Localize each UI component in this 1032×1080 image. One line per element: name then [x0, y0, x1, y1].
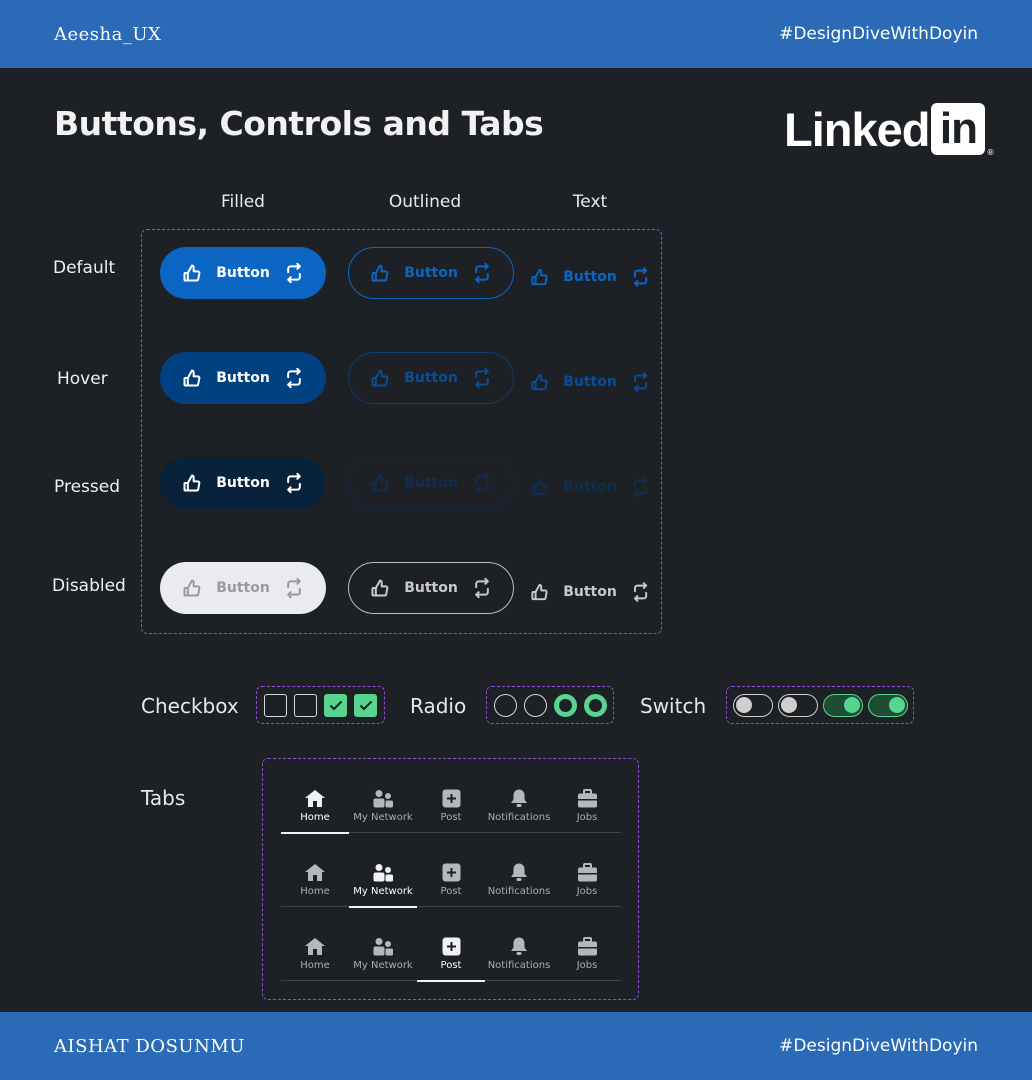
button-label: Button: [563, 269, 617, 285]
outlined-button-hover[interactable]: [348, 352, 514, 404]
repost-icon: [284, 472, 304, 494]
footer-bar: [0, 1012, 1032, 1080]
repost-icon: [284, 367, 304, 389]
button-label: Button: [563, 584, 617, 600]
tab-label: Notifications: [487, 812, 551, 823]
post-icon: [442, 863, 461, 882]
tab-post[interactable]: [417, 775, 485, 833]
tab-my-network[interactable]: [349, 923, 417, 981]
repost-icon: [631, 266, 650, 288]
tab-label: Jobs: [576, 812, 598, 823]
tab-label: Post: [440, 886, 462, 897]
tab-label: Post: [440, 960, 462, 971]
header-hashtag: #DesignDiveWithDoyin: [779, 24, 978, 44]
tab-home[interactable]: [281, 775, 349, 833]
text-button-disabled[interactable]: [530, 566, 650, 618]
repost-icon: [472, 367, 492, 389]
tab-label: Home: [300, 886, 330, 897]
tab-label: Jobs: [576, 960, 598, 971]
thumbs-up-icon: [370, 578, 390, 598]
linkedin-logo: [784, 101, 994, 155]
checkbox-checked[interactable]: [324, 694, 347, 717]
button-label: Button: [404, 580, 458, 596]
logo-in-box: in: [931, 103, 985, 155]
tab-post[interactable]: [417, 849, 485, 907]
radio-off-hover[interactable]: [524, 694, 547, 717]
repost-icon: [284, 577, 304, 599]
home-icon: [304, 789, 326, 808]
network-icon: [372, 937, 394, 956]
tab-label: Home: [300, 812, 330, 823]
radio-off[interactable]: [494, 694, 517, 717]
check-icon: [359, 700, 373, 711]
outlined-button-disabled[interactable]: [348, 562, 514, 614]
filled-button-default[interactable]: [160, 247, 326, 299]
text-button-pressed[interactable]: [530, 461, 650, 513]
switch-off[interactable]: [733, 694, 773, 717]
column-header-outlined: Outlined: [388, 192, 462, 212]
network-icon: [372, 863, 394, 882]
thumbs-up-icon: [530, 477, 549, 497]
home-icon: [304, 937, 326, 956]
radio-on[interactable]: [554, 694, 577, 717]
text-button-default[interactable]: [530, 251, 650, 303]
filled-button-pressed[interactable]: [160, 457, 326, 509]
page-title: Buttons, Controls and Tabs: [54, 104, 544, 143]
row-label-hover: Hover: [57, 369, 108, 389]
outlined-button-pressed[interactable]: [348, 457, 514, 509]
repost-icon: [472, 577, 492, 599]
repost-icon: [631, 476, 650, 498]
thumbs-up-icon: [182, 473, 202, 493]
button-label: Button: [216, 370, 270, 386]
tab-home[interactable]: [281, 923, 349, 981]
tab-jobs[interactable]: [553, 923, 621, 981]
repost-icon: [631, 371, 650, 393]
tab-my-network[interactable]: [349, 849, 417, 907]
bell-icon: [509, 862, 529, 882]
switch-on[interactable]: [823, 694, 863, 717]
checkbox-unchecked[interactable]: [264, 694, 287, 717]
tab-my-network[interactable]: [349, 775, 417, 833]
filled-button-hover[interactable]: [160, 352, 326, 404]
repost-icon: [631, 581, 650, 603]
switch-knob: [844, 697, 860, 713]
post-icon: [442, 937, 461, 956]
switch-knob: [889, 697, 905, 713]
check-icon: [329, 700, 343, 711]
column-header-filled: Filled: [221, 192, 265, 212]
briefcase-icon: [577, 937, 598, 956]
repost-icon: [472, 262, 492, 284]
thumbs-up-icon: [182, 368, 202, 388]
button-label: Button: [563, 479, 617, 495]
row-label-disabled: Disabled: [52, 576, 126, 596]
tab-notifications[interactable]: [485, 849, 553, 907]
footer-hashtag: #DesignDiveWithDoyin: [779, 1036, 978, 1056]
tab-bar: [281, 849, 621, 907]
checkbox-checked-hover[interactable]: [354, 694, 377, 717]
switch-on-hover[interactable]: [868, 694, 908, 717]
button-label: Button: [404, 265, 458, 281]
filled-button-disabled[interactable]: [160, 562, 326, 614]
button-label: Button: [216, 475, 270, 491]
button-label: Button: [563, 374, 617, 390]
row-label-pressed: Pressed: [54, 477, 120, 497]
post-icon: [442, 789, 461, 808]
tabs-label: Tabs: [141, 786, 186, 810]
column-header-text: Text: [572, 192, 608, 212]
thumbs-up-icon: [370, 473, 390, 493]
repost-icon: [284, 262, 304, 284]
tab-label: Notifications: [487, 886, 551, 897]
tab-notifications[interactable]: [485, 775, 553, 833]
briefcase-icon: [577, 789, 598, 808]
author-name: AISHAT DOSUNMU: [54, 1035, 245, 1057]
thumbs-up-icon: [530, 267, 549, 287]
tab-post[interactable]: [417, 923, 485, 981]
tab-label: My Network: [353, 812, 413, 823]
thumbs-up-icon: [530, 372, 549, 392]
button-label: Button: [404, 370, 458, 386]
tab-home[interactable]: [281, 849, 349, 907]
tab-label: My Network: [353, 960, 413, 971]
switch-knob: [736, 697, 752, 713]
logo-word: Linked: [784, 103, 930, 156]
author-handle: Aeesha_UX: [54, 23, 162, 45]
thumbs-up-icon: [182, 263, 202, 283]
tab-notifications[interactable]: [485, 923, 553, 981]
tab-label: Jobs: [576, 886, 598, 897]
thumbs-up-icon: [370, 263, 390, 283]
checkbox-label: Checkbox: [141, 694, 239, 718]
radio-on-hover[interactable]: [584, 694, 607, 717]
text-button-hover[interactable]: [530, 356, 650, 408]
button-label: Button: [404, 475, 458, 491]
tab-label: Home: [300, 960, 330, 971]
radio-label: Radio: [410, 694, 467, 718]
bell-icon: [509, 936, 529, 956]
tab-jobs[interactable]: [553, 849, 621, 907]
button-label: Button: [216, 580, 270, 596]
button-label: Button: [216, 265, 270, 281]
tab-label: Notifications: [487, 960, 551, 971]
thumbs-up-icon: [182, 578, 202, 598]
row-label-default: Default: [53, 258, 116, 278]
switch-off-hover[interactable]: [778, 694, 818, 717]
switch-label: Switch: [640, 694, 707, 718]
thumbs-up-icon: [370, 368, 390, 388]
outlined-button-default[interactable]: [348, 247, 514, 299]
tab-label: My Network: [353, 886, 413, 897]
briefcase-icon: [577, 863, 598, 882]
logo-registered: ®: [986, 148, 995, 157]
switch-knob: [781, 697, 797, 713]
checkbox-unchecked-hover[interactable]: [294, 694, 317, 717]
home-icon: [304, 863, 326, 882]
bell-icon: [509, 788, 529, 808]
repost-icon: [472, 472, 492, 494]
network-icon: [372, 789, 394, 808]
tab-jobs[interactable]: [553, 775, 621, 833]
tab-label: Post: [440, 812, 462, 823]
tab-bar: [281, 775, 621, 833]
tab-bar: [281, 923, 621, 981]
thumbs-up-icon: [530, 582, 549, 602]
header-bar: [0, 0, 1032, 68]
